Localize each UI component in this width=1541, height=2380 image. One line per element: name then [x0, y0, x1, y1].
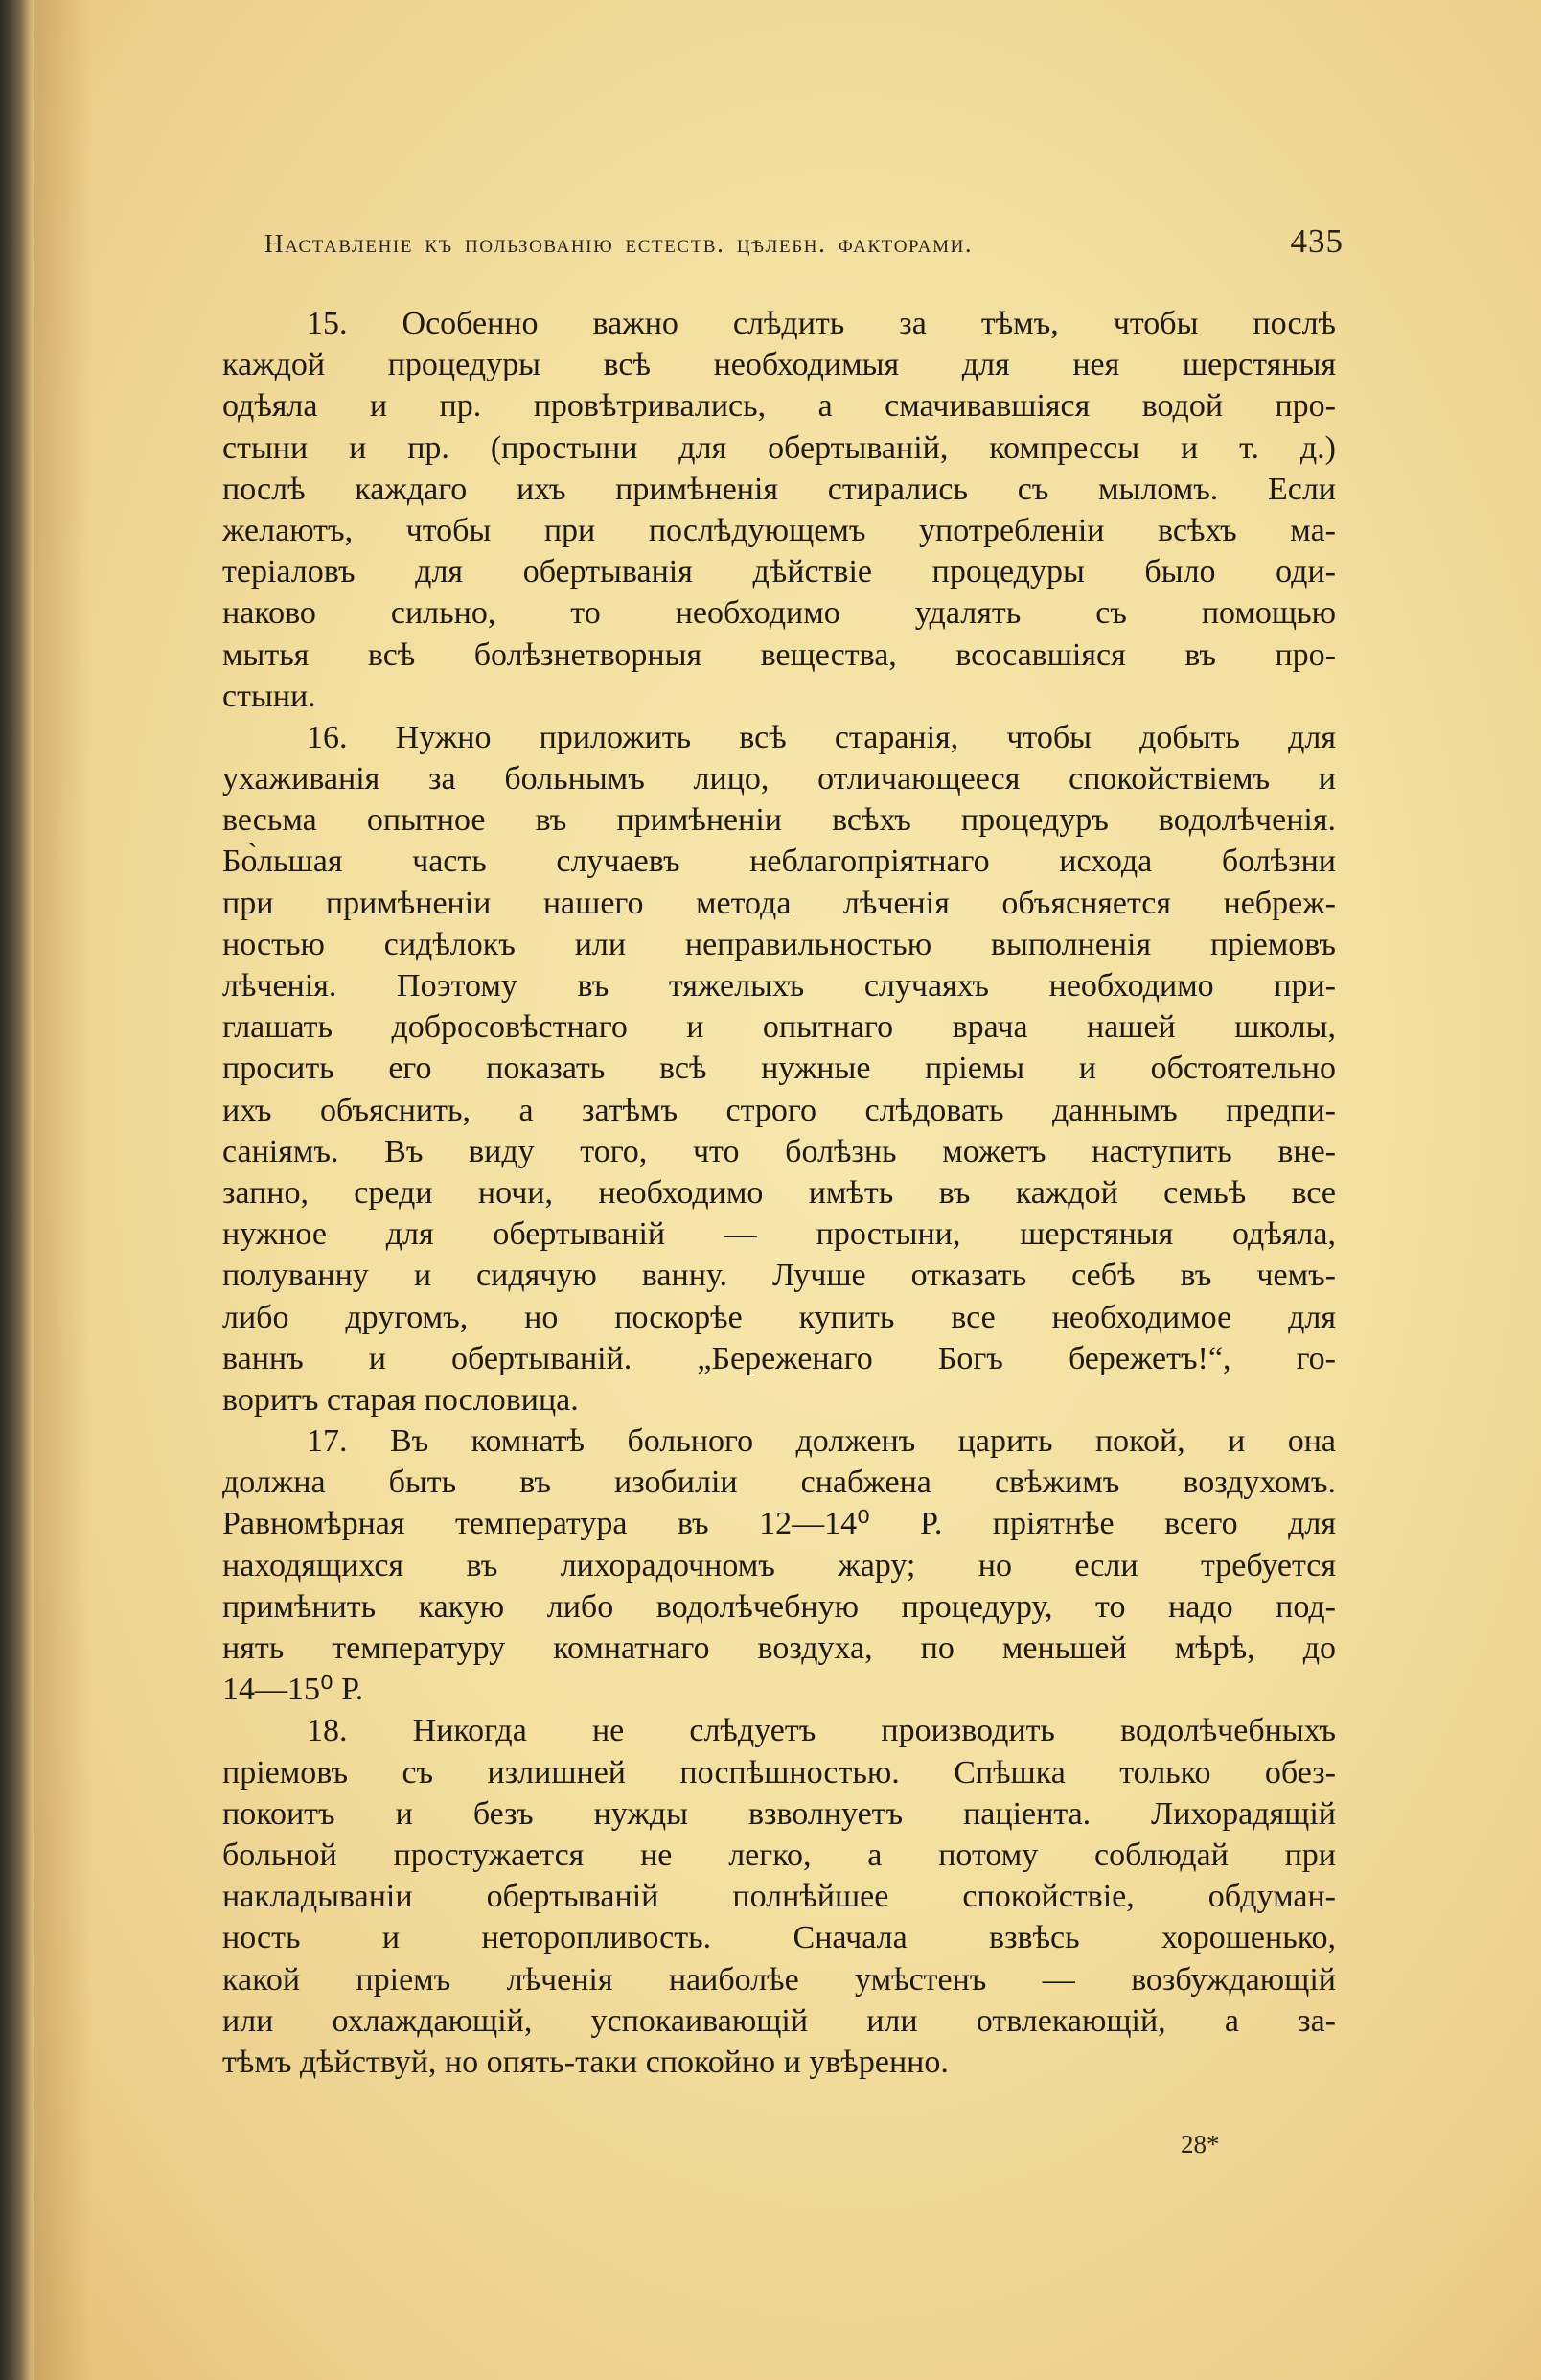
text-line: 18. Никогда не слѣдуетъ производить водолѣчебныхъ [307, 1713, 1336, 1749]
text-line: или охлаждающій, успокаивающій или отвлекающій, а за- [222, 2002, 1336, 2039]
text-line: полуванну и сидячую ванну. Лучше отказать себѣ въ чемъ- [222, 1258, 1336, 1294]
text-line: 16. Нужно приложить всѣ старанія, чтобы добыть для [307, 719, 1336, 755]
text-line: Бо̀льшая часть случаевъ неблагопріятнаго исхода болѣзни [222, 843, 1336, 880]
text-line: нять температуру комнатнаго воздуха, по меньшей мѣрѣ, до [222, 1630, 1336, 1666]
text-line: ухаживанія за больнымъ лицо, отличающееся спокойствіемъ и [222, 761, 1336, 797]
text-line: послѣ каждаго ихъ примѣненія стирались съ мыломъ. Если [222, 471, 1336, 507]
text-line: саніямъ. Въ виду того, что болѣзнь можетъ наступить вне- [222, 1133, 1336, 1169]
text-line: 14—15⁰ Р. [222, 1672, 364, 1708]
body-text [222, 303, 1336, 2083]
text-line: стыни. [222, 678, 316, 714]
text-line: каждой процедуры всѣ необходимыя для нея шерстяныя [222, 347, 1336, 383]
text-line: желаютъ, чтобы при послѣдующемъ употребленіи всѣхъ ма- [222, 512, 1336, 548]
text-line: теріаловъ для обертыванія дѣйствіе процедуры было оди- [222, 554, 1336, 590]
text-line: запно, среди ночи, необходимо имѣть въ каждой семьѣ все [222, 1174, 1336, 1211]
text-line: примѣнить какую либо водолѣчебную процедуру, то надо под- [222, 1588, 1336, 1625]
text-line: лѣченія. Поэтому въ тяжелыхъ случаяхъ необходимо при- [222, 968, 1336, 1004]
text-line: какой пріемъ лѣченія наиболѣе умѣстенъ — возбуждающій [222, 1961, 1336, 1998]
text-line: при примѣненіи нашего метода лѣченія объясняется небреж- [222, 885, 1336, 921]
running-head [264, 222, 1344, 261]
running-title: Наставленіе къ пользованію естеств. цѣлебн. факторами. [264, 229, 974, 258]
page-number: 435 [1290, 222, 1344, 260]
text-line: должна быть въ изобиліи снабжена свѣжимъ воздухомъ. [222, 1465, 1336, 1501]
text-line: ихъ объяснить, а затѣмъ строго слѣдовать даннымъ предпи- [222, 1092, 1336, 1128]
text-line: Равномѣрная температура въ 12—14⁰ Р. пріятнѣе всего для [222, 1506, 1336, 1542]
text-line: ностью сидѣлокъ или неправильностью выполненія пріемовъ [222, 926, 1336, 962]
text-line: 15. Особенно важно слѣдить за тѣмъ, чтобы послѣ [307, 306, 1336, 341]
text-line: тѣмъ дѣйствуй, но опять-таки спокойно и увѣренно. [222, 2044, 949, 2080]
text-line: накладываніи обертываній полнѣйшее спокойствіе, обдуман- [222, 1879, 1336, 1915]
text-line: больной простужается не легко, а потому соблюдай при [222, 1837, 1336, 1873]
text-line: весьма опытное въ примѣненіи всѣхъ процедуръ водолѣченія. [222, 802, 1336, 839]
text-line: либо другомъ, но поскорѣе купить все необходимое для [222, 1299, 1336, 1335]
gutter-shadow [34, 0, 92, 2380]
text-line: стыни и пр. (простыни для обертываній, компрессы и т. д.) [222, 429, 1336, 466]
text-line: пріемовъ съ излишней поспѣшностью. Спѣшка только обез- [222, 1754, 1336, 1791]
text-line: нужное для обертываній — простыни, шерстяныя одѣяла, [222, 1216, 1336, 1253]
text-line: глашать добросовѣстнаго и опытнаго врача нашей школы, [222, 1009, 1336, 1046]
text-line: 17. Въ комнатѣ больного долженъ царить покой, и она [307, 1423, 1336, 1460]
signature-mark: 28* [1181, 2130, 1220, 2159]
text-line: воритъ старая пословица. [222, 1381, 579, 1418]
text-line: покоитъ и безъ нужды взволнуетъ паціента. Лихорадящій [222, 1795, 1336, 1832]
text-line: ваннъ и обертываній. „Береженаго Богъ бережетъ!“, го- [222, 1340, 1336, 1376]
text-line: мытья всѣ болѣзнетворныя вещества, всосавшіяся въ про- [222, 636, 1336, 673]
text-line: наково сильно, то необходимо удалять съ помощью [222, 595, 1336, 632]
book-binding-edge [0, 0, 34, 2380]
text-line: одѣяла и пр. провѣтривались, а смачивавшіяся водой про- [222, 388, 1336, 425]
text-line: ность и неторопливость. Сначала взвѣсь хорошенько, [222, 1920, 1336, 1956]
text-line: находящихся въ лихорадочномъ жару; но если требуется [222, 1547, 1336, 1583]
text-line: просить его показать всѣ нужные пріемы и обстоятельно [222, 1051, 1336, 1087]
